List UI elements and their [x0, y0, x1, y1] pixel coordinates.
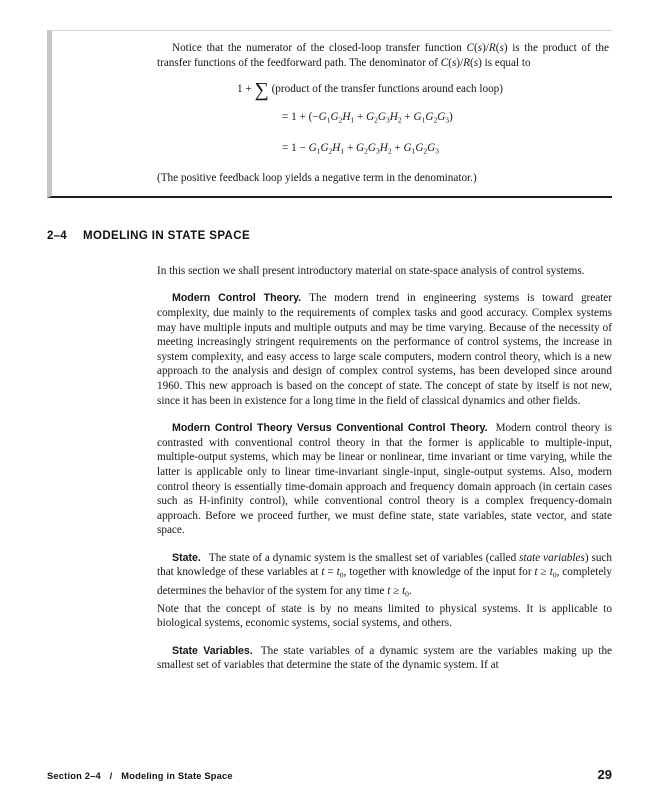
equation-loop-sum: 1 + ∑ (product of the transfer functions around each loop)	[237, 79, 503, 102]
paragraph-intro: In this section we shall present introductory material on state-space analysis of control systems.	[157, 264, 585, 277]
page-content	[47, 30, 612, 673]
page-number: 29	[597, 767, 612, 782]
example-continuation-box	[47, 30, 612, 198]
paragraph-state-note: Note that the concept of state is by no means limited to physical systems. It is applicable to biological systems, economic systems, social systems, and others.	[157, 602, 612, 630]
example-note: (The positive feedback loop yields a negative term in the denominator.)	[157, 172, 477, 185]
footer-chapter-title: Modeling in State Space	[121, 771, 233, 781]
paragraph-modern-vs-conventional: Modern Control Theory Versus Conventional Control Theory. Modern control theory is contrasted with conventional control theory in that the former is applicable to multiple-input, multiple-output systems, which may be linear or nonlinear, time invariant or time varying, while the latter is applicable only to linear time-invariant single-input, single-output systems. Also, modern control theory is essentially time-domain approach and frequency domain approach (in certain cases such as H-infinity control), while conventional control theory is a complex frequency-domain approach. Before we proceed further, we must define state, state variables, state vector, and state space.	[157, 422, 612, 537]
footer-section-number: Section 2–4	[47, 771, 101, 781]
running-footer	[47, 771, 233, 781]
footer-separator: /	[109, 771, 113, 781]
section-number: 2–4	[47, 229, 67, 242]
paragraph-modern-control-theory: Modern Control Theory. The modern trend in engineering systems is toward greater complexity, due mainly to the requirements of complex tasks and good accuracy. Complex systems may have multiple inputs and multiple outputs and may be time varying. Because of the necessity of meeting increasingly stringent requirements on the performance of control systems, the increase in system complexity, and easy access to large scale computers, modern control theory, which is a new approach to the analysis and design of complex control systems, has been developed since around 1960. This new approach is based on the concept of state. The concept of state by itself is not new, since it has been in existence for a long time in the field of classical dynamics and other fields.	[157, 292, 613, 407]
section-heading	[47, 230, 612, 242]
section-title: MODELING IN STATE SPACE	[83, 229, 251, 242]
paragraph-state-variables: State Variables. The state variables of a dynamic system are the variables making up the smallest set of variables that determine the state of the dynamic system. If at	[157, 644, 612, 672]
paragraph-state-definition: State. The state of a dynamic system is the smallest set of variables (called state variables) such that knowledge of these variables at $t = t_0$, together with knowledge of the input for $t \ge t_0$, completely determines the behavior of the system for any time $t \ge t_0$.	[157, 551, 613, 599]
example-intro-paragraph: Notice that the numerator of the closed-loop transfer function C(s)/R(s) is the product of the transfer functions of the feedforward path. The denominator of C(s)/R(s) is equal to	[157, 42, 609, 69]
page-footer	[47, 767, 612, 782]
equation-expansion-1: = $1 + (-G_1G_2H_1 + G_2G_3H_2 + G_1G_2G_3)$	[282, 111, 453, 125]
equation-expansion-2: = $1 - G_1G_2H_1 + G_2G_3H_2 + G_1G_2G_3$	[282, 141, 440, 156]
body-column	[157, 264, 612, 673]
